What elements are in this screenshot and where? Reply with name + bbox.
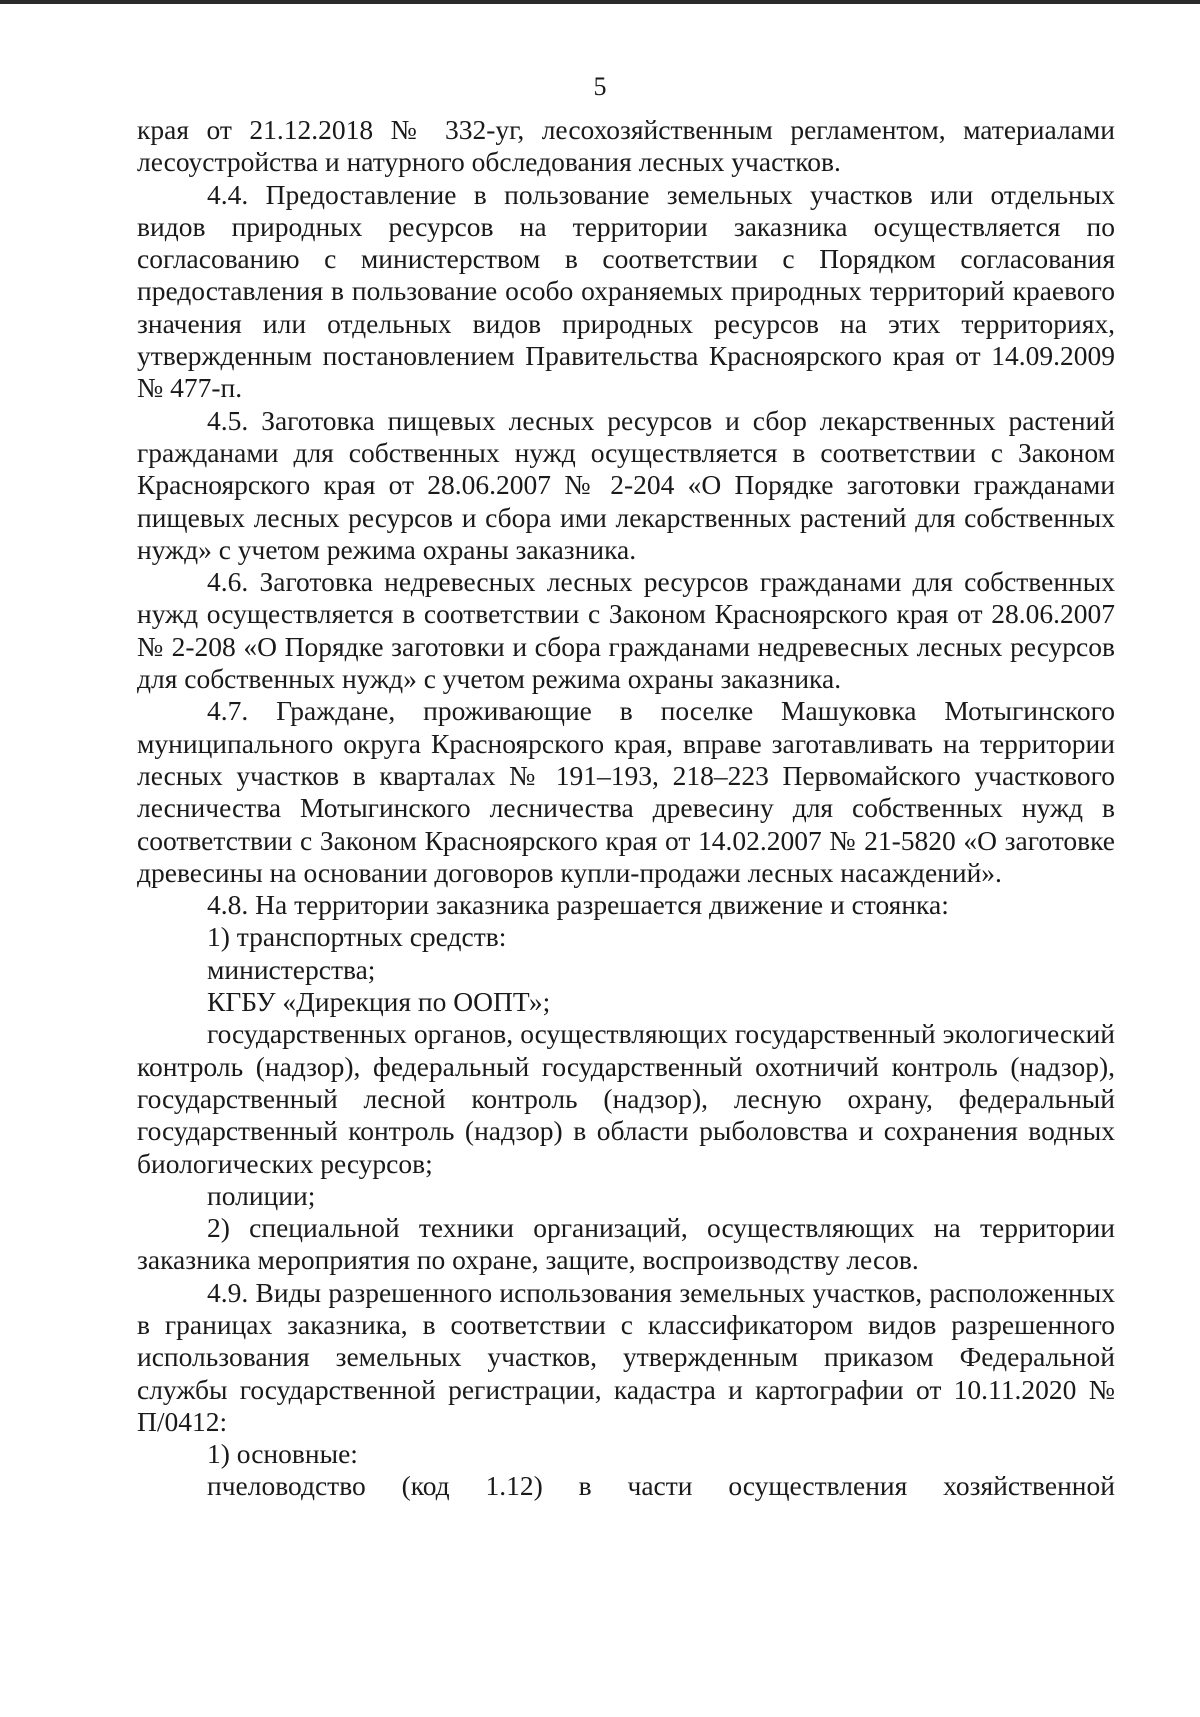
list-item-beekeeping: пчеловодство (код 1.12) в части осуществления хозяйственной	[207, 1470, 1115, 1502]
paragraph-intro-continuation: края от 21.12.2018 № 332-уг, лесохозяйственным регламентом, материалами лесоустройства и натурного обследования лесных участков.	[137, 114, 1115, 178]
list-item-kgbu: КГБУ «Дирекция по ООПТ»;	[207, 986, 551, 1018]
paragraph-4-6: 4.6. Заготовка недревесных лесных ресурсов гражданами для собственных нужд осуществляется в соответствии с Законом Красноярского края от 28.06.2007 № 2-208 «О Порядке заготовки и сбора гражданами недревесных лесных ресурсов для собственных нужд» с учетом режима охраны заказника.	[137, 566, 1115, 695]
list-item-ministry: министерства;	[207, 953, 376, 985]
paragraph-4-5: 4.5. Заготовка пищевых лесных ресурсов и сбор лекарственных растений гражданами для собственных нужд осуществляется в соответствии с Законом Красноярского края от 28.06.2007 № 2-204 «О Порядке заготовки гражданами пищевых лесных ресурсов и сбора ими лекарственных растений для собственных нужд» с учетом режима охраны заказника.	[137, 404, 1115, 565]
page-top-edge	[0, 0, 1200, 4]
list-item-state-bodies: государственных органов, осуществляющих государственный экологический контроль (надзор), федеральный государственный охотничий контроль (надзор), государственный лесной контроль (надзор), лесную охрану, федеральный государственный контроль (надзор) в области рыболовства и сохранения водных биологических ресурсов;	[137, 1018, 1115, 1179]
paragraph-4-4: 4.4. Предоставление в пользование земельных участков или отдельных видов природных ресурсов на территории заказника осуществляется по согласованию с министерством в соответствии с Порядком согласования предоставления в пользование особо охраняемых природных территорий краевого значения или отдельных видов природных ресурсов на этих территориях, утвержденным постановлением Правительства Красноярского края от 14.09.2009 № 477-п.	[137, 178, 1115, 404]
list-item-basic: 1) основные:	[207, 1438, 358, 1470]
page-number: 5	[593, 72, 607, 101]
list-item-police: полиции;	[207, 1179, 316, 1211]
paragraph-4-8: 4.8. На территории заказника разрешается движение и стоянка:	[207, 889, 949, 921]
document-body	[137, 114, 1115, 1503]
paragraph-4-9: 4.9. Виды разрешенного использования земельных участков, расположенных в границах заказника, в соответствии с классификатором видов разрешенного использования земельных участков, утвержденным приказом Федеральной службы государственной регистрации, кадастра и картографии от 10.11.2020 № П/0412:	[137, 1276, 1115, 1437]
paragraph-4-7: 4.7. Граждане, проживающие в поселке Машуковка Мотыгинского муниципального округа Красноярского края, вправе заготавливать на территории лесных участков в кварталах № 191–193, 218–223 Первомайского участкового лесничества Мотыгинского лесничества древесину для собственных нужд в соответствии с Законом Красноярского края от 14.02.2007 № 21-5820 «О заготовке древесины на основании договоров купли-продажи лесных насаждений».	[137, 695, 1115, 888]
list-item-transport: 1) транспортных средств:	[207, 921, 507, 953]
list-item-special-equipment: 2) специальной техники организаций, осуществляющих на территории заказника мероприятия по охране, защите, воспроизводству лесов.	[137, 1212, 1115, 1276]
